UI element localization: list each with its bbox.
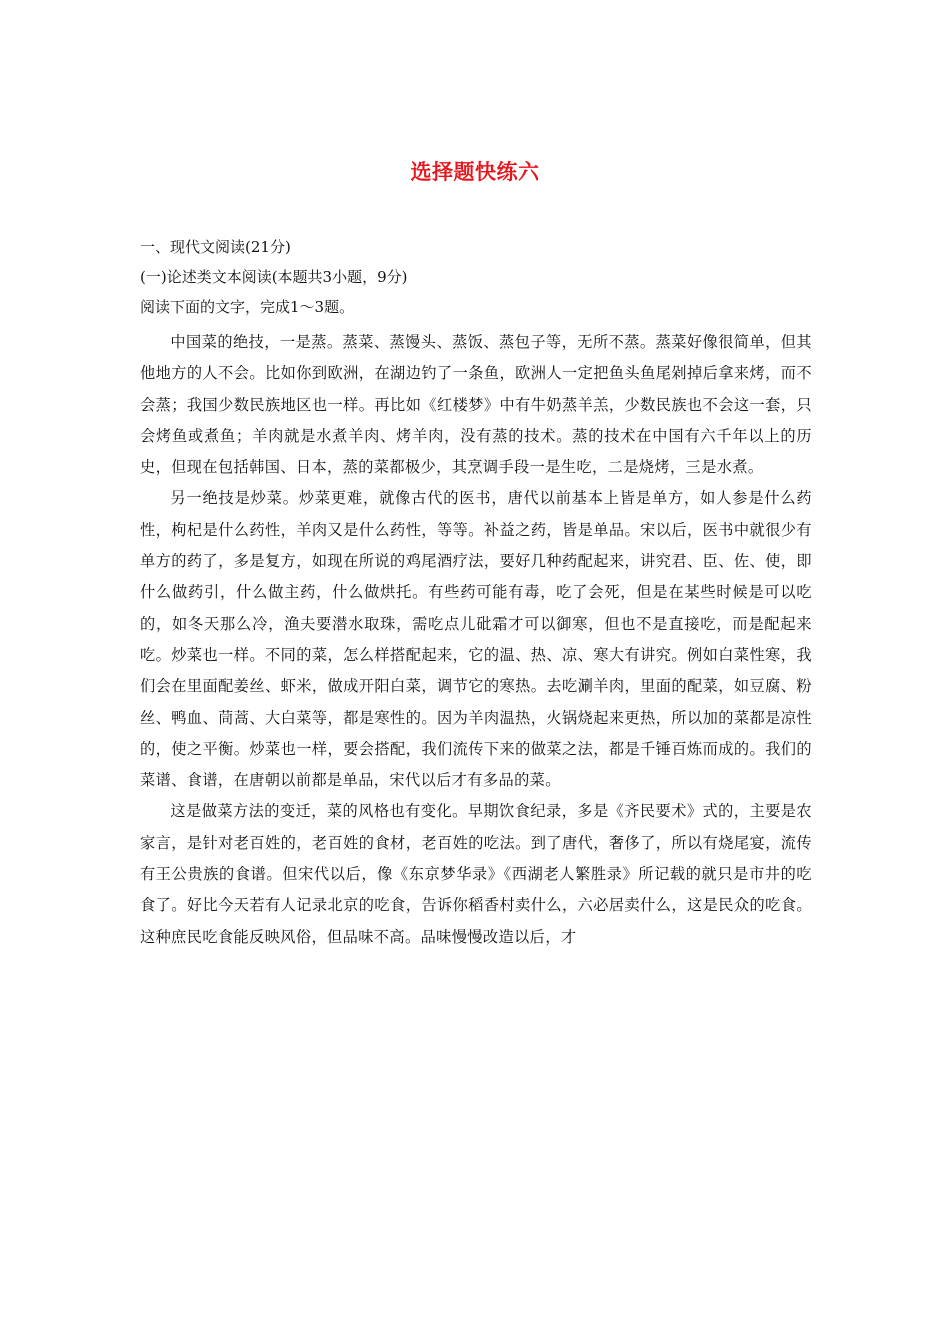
reading-instruction: 阅读下面的文字，完成1～3题。 <box>140 298 355 316</box>
reading-passage <box>140 327 812 953</box>
passage-paragraph-1: 中国菜的绝技，一是蒸。蒸菜、蒸馒头、蒸饭、蒸包子等，无所不蒸。蒸菜好像很简单，但其他地方的人不会。比如你到欧洲，在湖边钓了一条鱼，欧洲人一定把鱼头鱼尾剁掉后拿来烤，而不会蒸；我国少数民族地区也一样。再比如《红楼梦》中有牛奶蒸羊羔，少数民族也不会这一套，只会烤鱼或煮鱼；羊肉就是水煮羊肉、烤羊肉，没有蒸的技术。蒸的技术在中国有六千年以上的历史，但现在包括韩国、日本，蒸的菜都极少，其烹调手段一是生吃，二是烧烤，三是水煮。 <box>140 333 812 477</box>
passage-paragraph-3: 这是做菜方法的变迁，菜的风格也有变化。早期饮食纪录，多是《齐民要术》式的，主要是农家言，是针对老百姓的，老百姓的食材，老百姓的吃法。到了唐代，奢侈了，所以有烧尾宴，流传有王公贵族的食谱。但宋代以后，像《东京梦华录》《西湖老人繁胜录》所记载的就只是市井的吃食了。好比今天若有人记录北京的吃食，告诉你稻香村卖什么，六必居卖什么，这是民众的吃食。这种庶民吃食能反映风俗，但品味不高。品味慢慢改造以后，才 <box>140 802 812 946</box>
passage-paragraph-2: 另一绝技是炒菜。炒菜更难，就像古代的医书，唐代以前基本上皆是单方，如人参是什么药性，枸杞是什么药性，羊肉又是什么药性，等等。补益之药，皆是单品。宋以后，医书中就很少有单方的药了，多是复方，如现在所说的鸡尾酒疗法，要好几种药配起来，讲究君、臣、佐、使，即什么做药引，什么做主药，什么做烘托。有些药可能有毒，吃了会死，但是在某些时候是可以吃的，如冬天那么冷，渔夫要潜水取珠，需吃点儿砒霜才可以御寒，但也不是直接吃，而是配起来吃。炒菜也一样。不同的菜，怎么样搭配起来，它的温、热、凉、寒大有讲究。例如白菜性寒，我们会在里面配姜丝、虾米，做成开阳白菜，调节它的寒热。去吃涮羊肉，里面的配菜，如豆腐、粉丝、鸭血、茼蒿、大白菜等，都是寒性的。因为羊肉温热，火锅烧起来更热，所以加的菜都是凉性的，使之平衡。炒菜也一样，要会搭配，我们流传下来的做菜之法，都是千锤百炼而成的。我们的菜谱、食谱，在唐朝以前都是单品，宋代以后才有多品的菜。 <box>140 489 812 790</box>
page-title: 选择题快练六 <box>410 160 540 184</box>
section-heading: 一、现代文阅读(21分) <box>140 238 291 256</box>
question-header <box>140 232 820 322</box>
subsection-heading: (一)论述类文本阅读(本题共3小题，9分) <box>140 268 408 286</box>
